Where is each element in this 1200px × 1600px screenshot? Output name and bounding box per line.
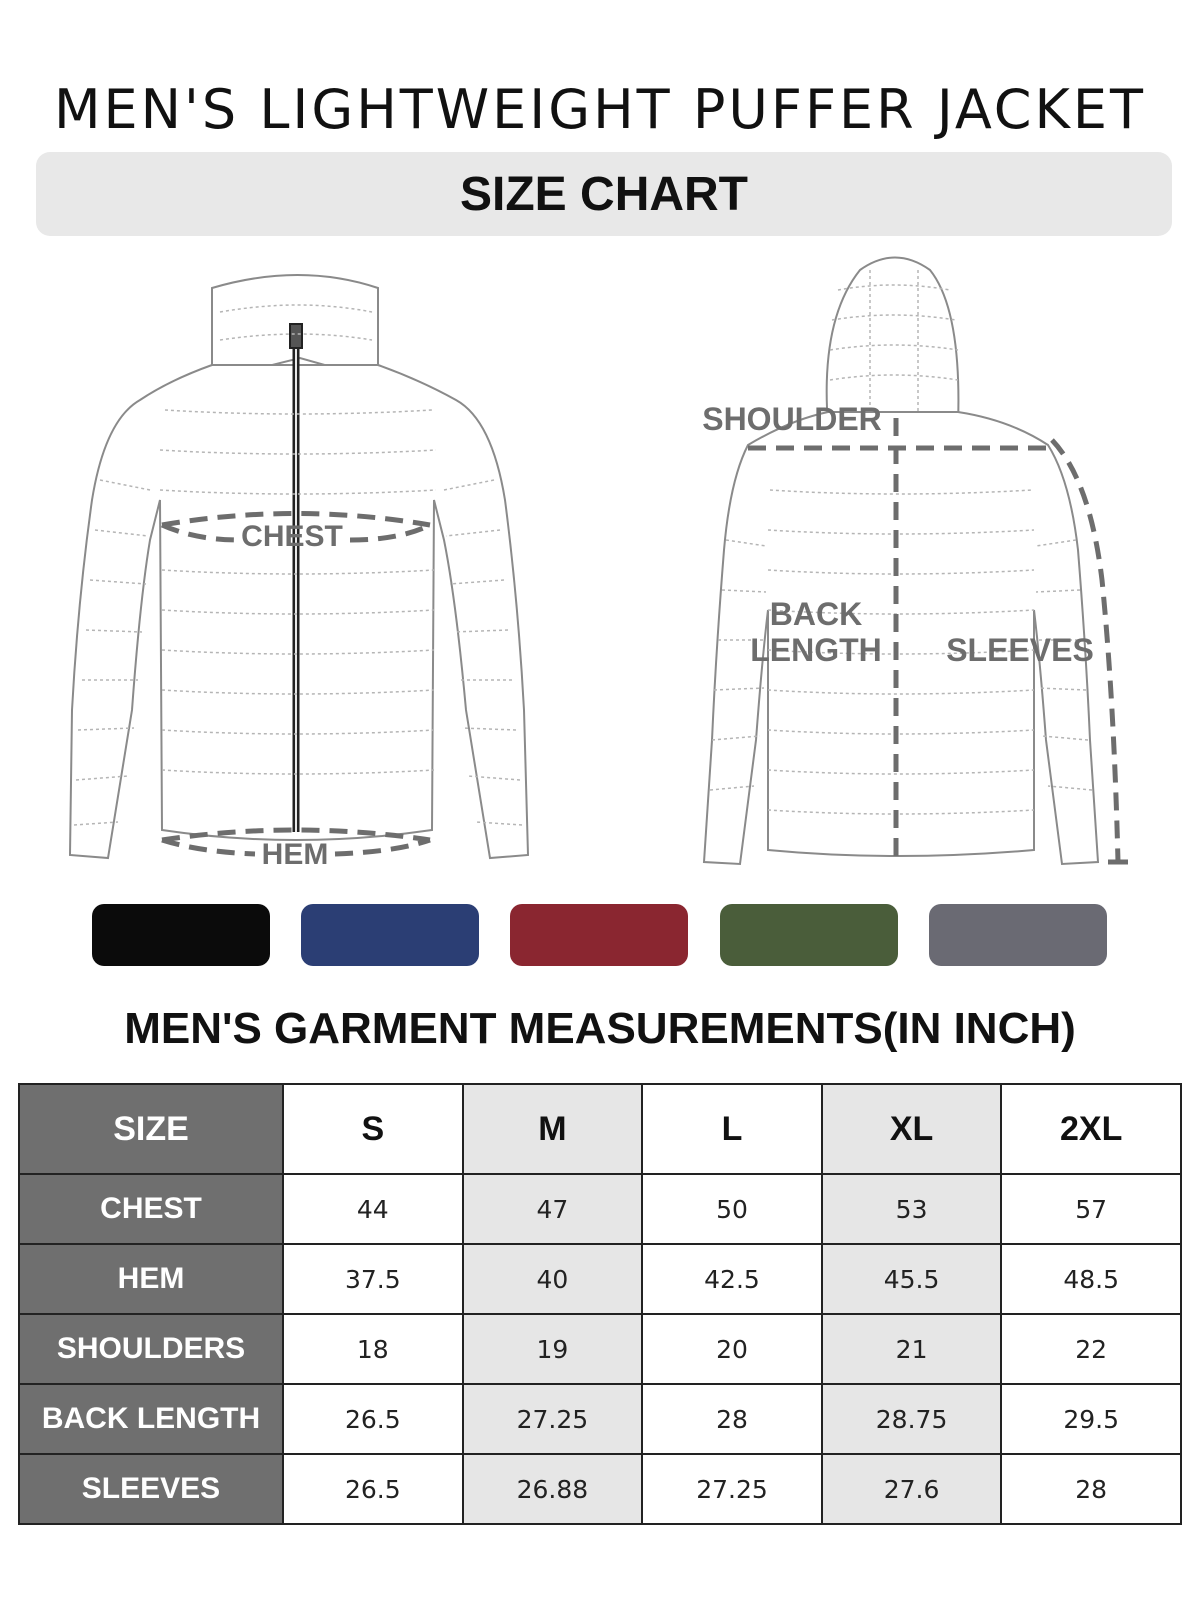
table-cell: 19	[463, 1314, 643, 1384]
table-row	[19, 1244, 1181, 1314]
table-row	[19, 1314, 1181, 1384]
table-cell: 37.5	[283, 1244, 463, 1314]
table-row	[19, 1384, 1181, 1454]
measurements-title: MEN'S GARMENT MEASUREMENTS(IN INCH)	[124, 1004, 1076, 1053]
jacket-diagram	[0, 240, 1200, 890]
table-cell: 28	[1001, 1454, 1181, 1524]
row-label-back-length: BACK LENGTH	[19, 1384, 283, 1454]
table-cell: 27.6	[822, 1454, 1002, 1524]
size-header-row	[19, 1084, 1181, 1174]
size-xl: XL	[822, 1084, 1002, 1174]
row-label-hem: HEM	[19, 1244, 283, 1314]
page-title: MEN'S LIGHTWEIGHT PUFFER JACKET	[53, 78, 1147, 141]
back-length-label-line1: BACK	[769, 596, 863, 632]
table-cell: 28	[642, 1384, 822, 1454]
color-swatches	[0, 904, 1200, 968]
row-label-shoulders: SHOULDERS	[19, 1314, 283, 1384]
size-chart-banner	[36, 152, 1172, 236]
front-jacket-illustration	[70, 275, 528, 858]
color-swatch-green[interactable]	[720, 904, 898, 966]
chest-label: CHEST	[241, 520, 343, 553]
table-cell: 29.5	[1001, 1384, 1181, 1454]
size-l: L	[642, 1084, 822, 1174]
size-table	[18, 1083, 1182, 1525]
row-label-chest: CHEST	[19, 1174, 283, 1244]
table-cell: 26.5	[283, 1454, 463, 1524]
size-m: M	[463, 1084, 643, 1174]
size-2xl: 2XL	[1001, 1084, 1181, 1174]
table-cell: 50	[642, 1174, 822, 1244]
table-cell: 28.75	[822, 1384, 1002, 1454]
back-length-label-line2: LENGTH	[750, 632, 882, 668]
table-cell: 26.5	[283, 1384, 463, 1454]
color-swatch-gray[interactable]	[929, 904, 1107, 966]
size-header-label: SIZE	[19, 1084, 283, 1174]
table-cell: 57	[1001, 1174, 1181, 1244]
table-cell: 26.88	[463, 1454, 643, 1524]
table-row	[19, 1174, 1181, 1244]
table-cell: 45.5	[822, 1244, 1002, 1314]
sleeves-label: SLEEVES	[946, 632, 1094, 668]
row-label-sleeves: SLEEVES	[19, 1454, 283, 1524]
color-swatch-red[interactable]	[510, 904, 688, 966]
size-s: S	[283, 1084, 463, 1174]
table-cell: 53	[822, 1174, 1002, 1244]
table-cell: 47	[463, 1174, 643, 1244]
hem-label: HEM	[261, 838, 329, 871]
table-cell: 27.25	[642, 1454, 822, 1524]
table-cell: 18	[283, 1314, 463, 1384]
table-cell: 27.25	[463, 1384, 643, 1454]
table-cell: 48.5	[1001, 1244, 1181, 1314]
table-row	[19, 1454, 1181, 1524]
banner-text: SIZE CHART	[460, 167, 748, 221]
color-swatch-navy[interactable]	[301, 904, 479, 966]
table-cell: 40	[463, 1244, 643, 1314]
table-cell: 21	[822, 1314, 1002, 1384]
table-cell: 44	[283, 1174, 463, 1244]
table-cell: 22	[1001, 1314, 1181, 1384]
color-swatch-black[interactable]	[92, 904, 270, 966]
table-cell: 20	[642, 1314, 822, 1384]
shoulder-label: SHOULDER	[702, 401, 882, 437]
table-cell: 42.5	[642, 1244, 822, 1314]
back-jacket-illustration	[704, 258, 1098, 865]
